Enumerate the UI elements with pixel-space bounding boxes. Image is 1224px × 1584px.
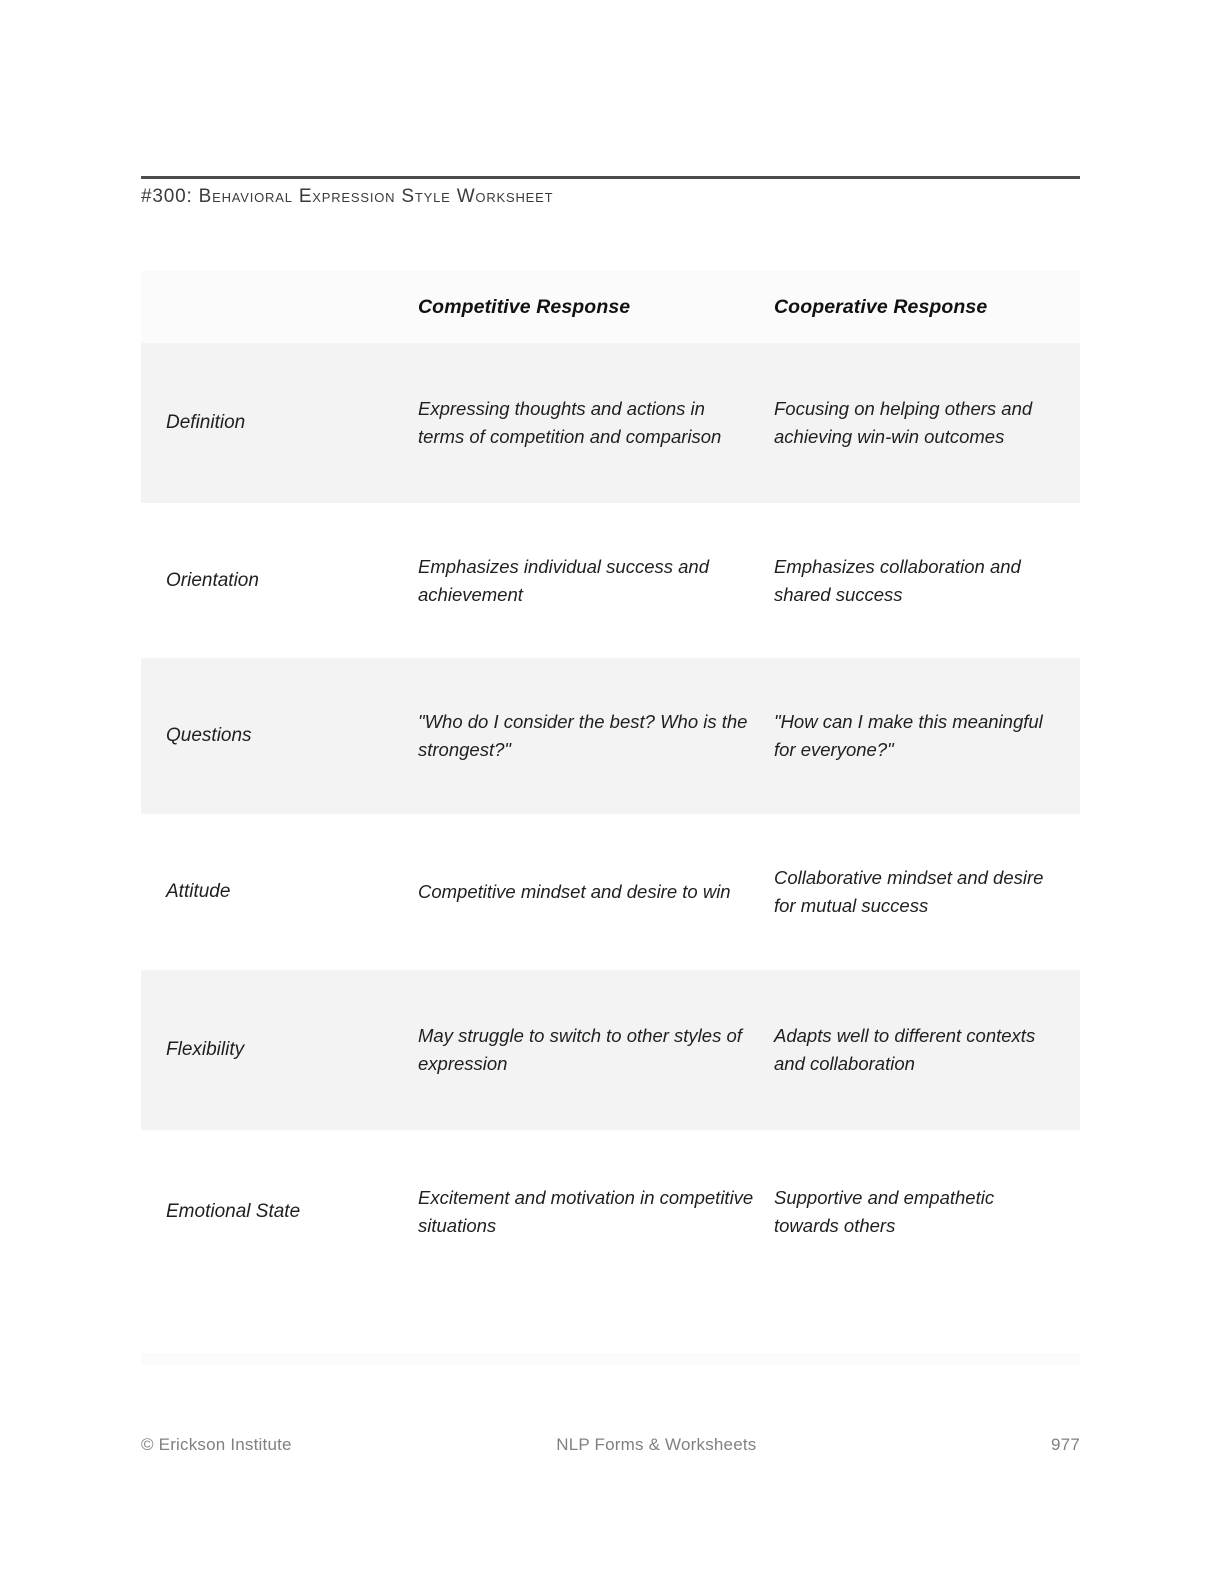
- row-label-cell: [141, 1198, 418, 1226]
- row-competitive-cell: [418, 1022, 774, 1078]
- table-row: [141, 814, 1080, 970]
- row-cooperative-cell: [774, 395, 1080, 451]
- table-row: [141, 658, 1080, 814]
- table-row: [141, 343, 1080, 503]
- row-label-cell: [141, 1036, 418, 1064]
- row-competitive-text: May struggle to switch to other styles of expression: [418, 1025, 742, 1074]
- row-cooperative-cell: [774, 864, 1080, 920]
- row-label-text: Definition: [166, 412, 246, 433]
- table-header-row: [141, 271, 1080, 343]
- table-row: [141, 1130, 1080, 1294]
- row-label-cell: [141, 409, 418, 437]
- row-competitive-cell: [418, 395, 774, 451]
- row-competitive-cell: [418, 553, 774, 609]
- row-competitive-text: Emphasizes individual success and achievement: [418, 555, 710, 605]
- row-cooperative-cell: [774, 708, 1080, 764]
- table-row: [141, 503, 1080, 658]
- row-cooperative-text: Collaborative mindset and desire for mutual success: [774, 867, 1044, 916]
- footer-page-number: 977: [1051, 1435, 1080, 1454]
- header-cell-competitive: [418, 296, 774, 319]
- footer-series-title: NLP Forms & Worksheets: [556, 1435, 757, 1454]
- row-label-cell: [141, 722, 418, 750]
- row-label-text: Flexibility: [166, 1039, 245, 1060]
- row-competitive-cell: [418, 708, 774, 764]
- comparison-table: [141, 271, 1080, 1294]
- row-competitive-text: Excitement and motivation in competitive situations: [418, 1187, 754, 1236]
- page-footer: [141, 1435, 1080, 1455]
- row-label-cell: [141, 567, 418, 595]
- row-cooperative-text: Adapts well to different contexts and collaboration: [774, 1025, 1036, 1074]
- row-competitive-cell: [418, 878, 774, 906]
- row-label-text: Emotional State: [166, 1201, 301, 1222]
- table-row: [141, 970, 1080, 1130]
- page-title: #300: Behavioral Expression Style Worksheet: [141, 186, 554, 207]
- row-competitive-text: "Who do I consider the best? Who is the strongest?": [418, 711, 748, 760]
- row-competitive-text: Expressing thoughts and actions in terms of competition and comparison: [418, 398, 722, 447]
- row-cooperative-cell: [774, 1022, 1080, 1078]
- row-cooperative-text: Focusing on helping others and achieving win-win outcomes: [774, 398, 1033, 447]
- row-cooperative-text: "How can I make this meaningful for everyone?": [774, 711, 1043, 760]
- table-bottom-band: [141, 1353, 1080, 1365]
- row-label-text: Orientation: [166, 569, 259, 591]
- row-cooperative-text: Supportive and empathetic towards others: [774, 1187, 995, 1236]
- row-label-cell: [141, 878, 418, 906]
- row-cooperative-cell: [774, 1184, 1080, 1240]
- row-cooperative-text: Emphasizes collaboration and shared success: [774, 555, 1021, 605]
- header-competitive-text: Competitive Response: [418, 295, 631, 318]
- footer-copyright: © Erickson Institute: [141, 1435, 292, 1454]
- row-label-text: Questions: [166, 725, 252, 746]
- header-cell-cooperative: [774, 296, 1080, 319]
- row-label-text: Attitude: [166, 881, 231, 902]
- row-competitive-text: Competitive mindset and desire to win: [418, 881, 731, 902]
- row-competitive-cell: [418, 1184, 774, 1240]
- row-cooperative-cell: [774, 553, 1080, 609]
- header-rule: [141, 176, 1080, 179]
- header-cooperative-text: Cooperative Response: [774, 295, 988, 318]
